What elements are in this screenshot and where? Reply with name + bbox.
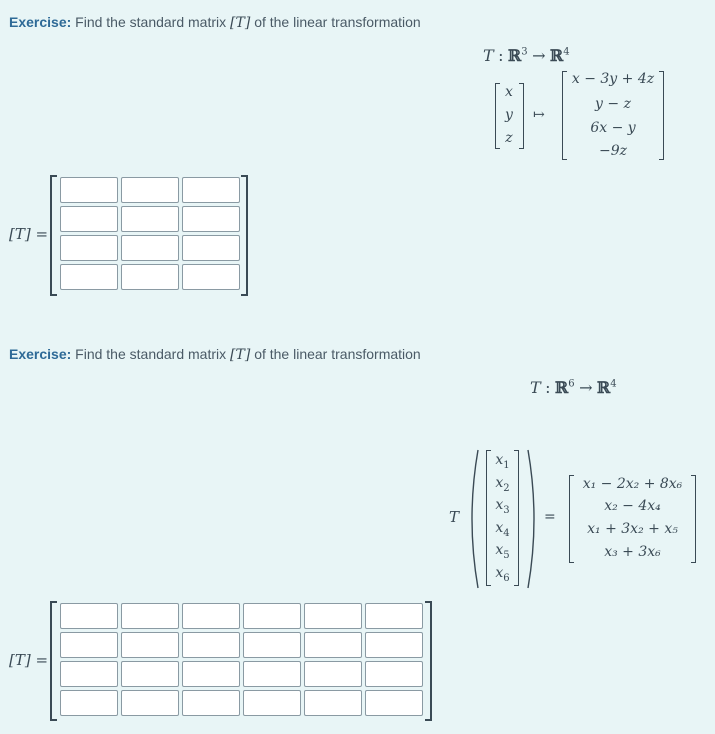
exercise-1-output-entry: x − 3y + 4z xyxy=(571,71,655,87)
exercise-1-matrix-cell-r1-c3[interactable] xyxy=(182,177,240,203)
exercise-2-matrix-cell-r2-c4[interactable] xyxy=(243,632,301,658)
exercise-1-output-entry: 6x − y xyxy=(590,120,636,136)
exercise-1-input-bracket-left-bottom xyxy=(495,148,500,149)
exercise-2-matrix-bracket-left-top xyxy=(50,601,57,603)
exercise-2-matrix-cell-r3-c4[interactable] xyxy=(243,661,301,687)
exercise-2-matrix-cell-r3-c3[interactable] xyxy=(182,661,240,687)
exercise-1-input-bracket-left xyxy=(495,83,496,149)
exercise-2-matrix-cell-r2-c6[interactable] xyxy=(365,632,423,658)
exercise-1-map-arrow: → xyxy=(532,46,546,65)
exercise-2-matrix-cell-r1-c1[interactable] xyxy=(60,603,118,629)
exercise-1-matrix-cell-r2-c3[interactable] xyxy=(182,206,240,232)
exercise-1-output-bracket-left xyxy=(562,71,563,160)
exercise-2-input-bracket-left xyxy=(486,450,487,586)
exercise-2-input-bracket-right-bottom xyxy=(514,585,519,586)
exercise-1-matrix-bracket-right-top xyxy=(241,175,248,177)
exercise-2-map-domain-exp: 6 xyxy=(568,378,575,390)
exercise-2-matrix-bracket-right-top xyxy=(425,601,432,603)
exercise-2-matrix-cell-r2-c5[interactable] xyxy=(304,632,362,658)
exercise-2-matrix-cell-r1-c6[interactable] xyxy=(365,603,423,629)
exercise-1-answer-label: [T] = xyxy=(9,225,49,243)
exercise-2-map-arrow: → xyxy=(579,378,593,397)
exercise-1-map-domain-exp: 3 xyxy=(521,46,528,58)
exercise-1-matrix-cell-r2-c1[interactable] xyxy=(60,206,118,232)
exercise-2-input-entry: $x_1$ xyxy=(495,452,510,471)
exercise-2-input-bracket-left-top xyxy=(486,450,491,451)
exercise-2-matrix-symbol: [T] xyxy=(230,347,251,363)
exercise-2-paren-right xyxy=(528,450,534,588)
exercise-1-matrix-bracket-right xyxy=(246,175,248,296)
exercise-2-paren-left xyxy=(472,450,478,588)
exercise-1-text-before: Find the standard matrix xyxy=(75,14,227,30)
exercise-2-answer-label: [T] = xyxy=(9,651,49,669)
exercise-2-matrix-cell-r2-c1[interactable] xyxy=(60,632,118,658)
exercise-1-matrix-cell-r1-c1[interactable] xyxy=(60,177,118,203)
exercise-1-prompt xyxy=(9,14,421,31)
exercise-2-lead: Exercise: xyxy=(9,346,72,362)
exercise-2-matrix-cell-r3-c5[interactable] xyxy=(304,661,362,687)
exercise-1-map-codomain-exp: 4 xyxy=(563,46,570,58)
exercise-1-output-bracket-left-bottom xyxy=(562,159,567,160)
exercise-2-matrix-bracket-left xyxy=(50,601,52,721)
exercise-1-matrix-bracket-left-top xyxy=(50,175,57,177)
exercise-2-T-symbol: T xyxy=(449,508,460,526)
exercise-2-prompt xyxy=(9,346,421,363)
exercise-2-map-T: T xyxy=(530,378,541,397)
exercise-2-matrix-bracket-right-bottom xyxy=(425,719,432,721)
exercise-2-map-codomain-exp: 4 xyxy=(610,378,617,390)
exercise-1-map-T: T xyxy=(483,46,494,65)
exercise-1-matrix-cell-r1-c2[interactable] xyxy=(121,177,179,203)
exercise-2-map-codomain: ℝ xyxy=(596,378,611,397)
exercise-2-output-bracket-right xyxy=(695,475,696,563)
exercise-2-matrix-bracket-right xyxy=(430,601,432,721)
exercise-1-matrix-cell-r3-c2[interactable] xyxy=(121,235,179,261)
exercise-1-input-bracket-right-bottom xyxy=(519,148,524,149)
exercise-1-input-entry: x xyxy=(505,84,513,100)
exercise-2-input-bracket-right xyxy=(518,450,519,586)
exercise-2-matrix-cell-r3-c1[interactable] xyxy=(60,661,118,687)
exercise-2-matrix-bracket-left-bottom xyxy=(50,719,57,721)
exercise-2-input-entry: $x_5$ xyxy=(495,542,510,562)
exercise-2-output-bracket-left xyxy=(569,475,570,563)
exercise-2-matrix-cell-r4-c5[interactable] xyxy=(304,690,362,716)
exercise-2-matrix-cell-r3-c6[interactable] xyxy=(365,661,423,687)
exercise-2-output-entry: x₁ + 3x₂ + x₅ xyxy=(587,521,678,537)
exercise-1-output-bracket-right-bottom xyxy=(659,159,664,160)
exercise-1-matrix-cell-r3-c3[interactable] xyxy=(182,235,240,261)
exercise-1-matrix-cell-r4-c1[interactable] xyxy=(60,264,118,290)
exercise-1-matrix-bracket-left-bottom xyxy=(50,294,57,296)
exercise-2-text-after: of the linear transformation xyxy=(254,346,421,362)
exercise-2-input-entry: $x_3$ xyxy=(495,497,510,516)
exercise-2-matrix-cell-r2-c3[interactable] xyxy=(182,632,240,658)
exercise-2-matrix-cell-r1-c2[interactable] xyxy=(121,603,179,629)
exercise-2-matrix-cell-r1-c3[interactable] xyxy=(182,603,240,629)
exercise-2-matrix-cell-r4-c3[interactable] xyxy=(182,690,240,716)
exercise-2-input-entry: $x_2$ xyxy=(495,474,510,494)
exercise-1-map-codomain: ℝ xyxy=(549,46,564,65)
exercise-1-output-entry: −9z xyxy=(598,143,627,159)
exercise-2-matrix-cell-r1-c5[interactable] xyxy=(304,603,362,629)
exercise-2-matrix-cell-r1-c4[interactable] xyxy=(243,603,301,629)
exercise-1-input-entry: z xyxy=(505,130,513,146)
exercise-1-map-colon: : xyxy=(498,46,504,65)
exercise-2-output-entry: x₂ − 4x₄ xyxy=(604,498,661,514)
exercise-2-output-entry: x₃ + 3x₆ xyxy=(604,544,661,560)
exercise-2-output-entry: x₁ − 2x₂ + 8x₆ xyxy=(582,476,683,492)
exercise-1-matrix-bracket-left xyxy=(50,175,52,296)
exercise-2-input-bracket-right-top xyxy=(514,450,519,451)
exercise-1-matrix-cell-r2-c2[interactable] xyxy=(121,206,179,232)
exercise-2-input-entry: $x_4$ xyxy=(495,519,510,539)
exercise-2-matrix-cell-r4-c1[interactable] xyxy=(60,690,118,716)
exercise-2-matrix-cell-r2-c2[interactable] xyxy=(121,632,179,658)
exercise-1-matrix-symbol: [T] xyxy=(230,15,251,31)
exercise-2-matrix-cell-r3-c2[interactable] xyxy=(121,661,179,687)
exercise-2-map-signature xyxy=(530,378,617,398)
exercise-1-text-after: of the linear transformation xyxy=(254,14,421,30)
exercise-1-matrix-bracket-right-bottom xyxy=(241,294,248,296)
exercise-1-map-signature xyxy=(483,46,570,66)
exercise-2-map-domain: ℝ xyxy=(554,378,569,397)
exercise-1-map-domain: ℝ xyxy=(507,46,522,65)
exercise-2-input-entry: $x_6$ xyxy=(495,565,510,584)
exercise-2-input-bracket-left-bottom xyxy=(486,585,491,586)
exercise-1-output-bracket-right xyxy=(663,71,664,160)
exercise-1-matrix-cell-r3-c1[interactable] xyxy=(60,235,118,261)
exercise-1-lead: Exercise: xyxy=(9,14,72,30)
exercise-2-equals: = xyxy=(544,509,556,525)
exercise-1-mapsto-icon: ↦ xyxy=(533,107,545,123)
exercise-2-matrix-cell-r4-c4[interactable] xyxy=(243,690,301,716)
exercise-1-input-bracket-right xyxy=(523,83,524,149)
exercise-1-output-entry: y − z xyxy=(595,96,631,112)
exercise-1-matrix-cell-r4-c3[interactable] xyxy=(182,264,240,290)
exercise-2-map-colon: : xyxy=(545,378,551,397)
exercise-1-input-entry: y xyxy=(505,107,513,123)
exercise-2-matrix-cell-r4-c2[interactable] xyxy=(121,690,179,716)
exercise-1-matrix-cell-r4-c2[interactable] xyxy=(121,264,179,290)
exercise-2-matrix-cell-r4-c6[interactable] xyxy=(365,690,423,716)
exercise-2-output-bracket-right-bottom xyxy=(691,562,696,563)
exercise-2-text-before: Find the standard matrix xyxy=(75,346,227,362)
exercise-2-output-bracket-left-bottom xyxy=(569,562,574,563)
